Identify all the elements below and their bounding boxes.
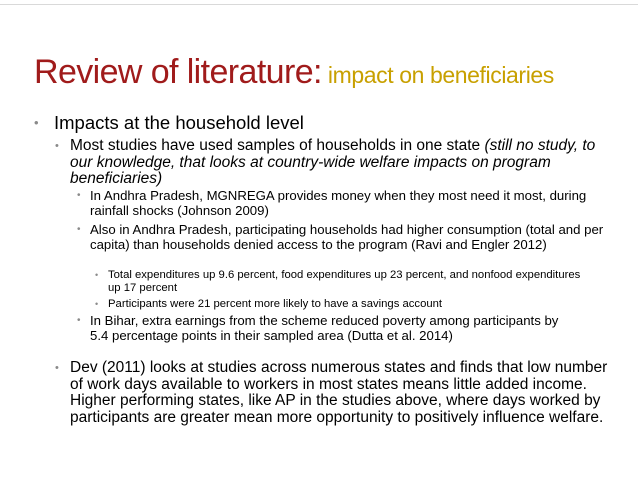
bullet-text: Participants were 21 percent more likely to have a savings account [108, 298, 443, 310]
bullet-text: Impacts at the household level [54, 112, 304, 133]
bullet-marker: • [55, 362, 59, 374]
bullet-text: Also in Andhra Pradesh, participating households had higher consumption (total and per capita) than households denied access to the program (Ravi and Engler 2012) [90, 222, 604, 252]
bullet-bihar [77, 313, 567, 343]
bullet-text: Total expenditures up 9.6 percent, food expenditures up 23 percent, and nonfood expenditures up 17 percent [108, 269, 581, 294]
bullet-dev-2011 [55, 360, 615, 426]
top-border-line [0, 4, 638, 5]
bullet-text: Dev (2011) looks at studies across numerous states and finds that low number of work days available to workers in most states means little added income. Higher performing states, like AP in the studies above, where days worked by participants are greater mean more opportunity to positively influence welfare. [70, 359, 608, 426]
bullet-text-normal: Most studies have used samples of households in one state [70, 137, 485, 154]
bullet-most-studies [55, 138, 615, 188]
bullet-marker: • [55, 140, 59, 152]
bullet-marker: • [95, 270, 99, 280]
slide-title-main: Review of literature: [34, 53, 322, 91]
bullet-marker: • [34, 115, 39, 130]
bullet-text [70, 138, 615, 188]
bullet-marker: • [77, 315, 81, 326]
bullet-total-expenditures [95, 269, 595, 294]
bullet-text: In Andhra Pradesh, MGNREGA provides money when they most need it most, during rainfall shocks (Johnson 2009) [90, 188, 587, 218]
bullet-andhra-mgnrega [77, 188, 597, 218]
slide-title-sub: impact on beneficiaries [327, 62, 554, 88]
bullet-text: In Bihar, extra earnings from the scheme reduced poverty among participants by 5.4 percentage points in their sampled area (Dutta et al. 2014) [90, 313, 559, 343]
bullet-text-italic: (still no study, to our knowledge, that looks at country-wide welfare impacts on program beneficiaries) [70, 137, 596, 187]
slide-title [34, 53, 554, 92]
bullet-marker: • [77, 190, 81, 201]
bullet-andhra-consumption [77, 222, 607, 252]
bullet-marker: • [77, 224, 81, 235]
bullet-marker: • [95, 299, 99, 309]
